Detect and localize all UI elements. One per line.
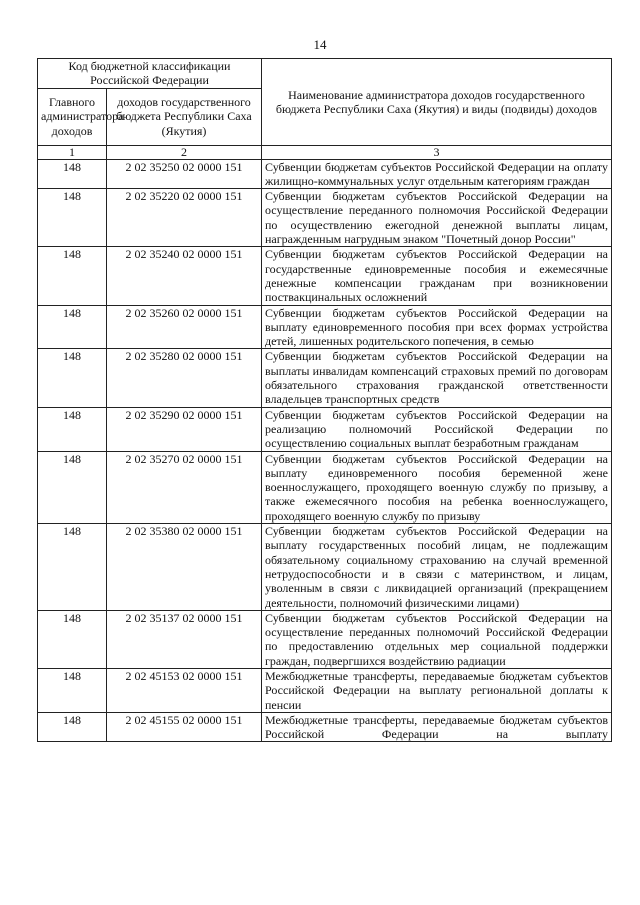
table-row <box>38 712 612 742</box>
admin-code-cell: 148 <box>38 247 107 305</box>
income-name-cell: Субвенции бюджетам субъектов Российской Федерации на выплату государственных пособий лицам, не подлежащим обязательному социальному страхованию на случай временной нетрудоспособности и в связи с материнством, и лицам, уволенным в связи с ликвидацией организаций (прекращением деятельности, полномочий физическими лицами) <box>262 524 612 611</box>
admin-code-cell: 148 <box>38 349 107 407</box>
income-code-cell: 2 02 45155 02 0000 151 <box>107 712 262 742</box>
income-code-cell: 2 02 35240 02 0000 151 <box>107 247 262 305</box>
admin-code-cell: 148 <box>38 524 107 611</box>
admin-code-cell: 148 <box>38 610 107 668</box>
income-name-cell: Межбюджетные трансферты, передаваемые бюджетам субъектов Российской Федерации на выплату <box>262 712 612 742</box>
header-income-code: доходов государственного бюджета Республики Саха (Якутия) <box>107 88 262 145</box>
income-code-cell: 2 02 35270 02 0000 151 <box>107 451 262 523</box>
table-row <box>38 247 612 305</box>
income-name-cell: Субвенции бюджетам субъектов Российской Федерации на выплаты инвалидам компенсаций страховых премий по договорам обязательного страхования гражданской ответственности владельцев транспортных средств <box>262 349 612 407</box>
income-name-cell: Субвенции бюджетам субъектов Российской Федерации на выплату единовременного пособия беременной жене военнослужащего, проходящего военную службу по призыву, а также ежемесячного пособия на ребенка военнослужащего, проходящего военную службу по призыву <box>262 451 612 523</box>
table-row <box>38 524 612 611</box>
table-row <box>38 189 612 247</box>
income-name-cell: Субвенции бюджетам субъектов Российской Федерации на осуществление переданных полномочий Российской Федерации по предоставлению отдельных мер социальной поддержки граждан, подвергшихся воздействию радиации <box>262 610 612 668</box>
admin-code-cell: 148 <box>38 668 107 712</box>
income-name-cell: Субвенции бюджетам субъектов Российской Федерации на выплату единовременного пособия при всех формах устройства детей, лишенных родительского попечения, в семью <box>262 305 612 349</box>
income-name-cell: Субвенции бюджетам субъектов Российской Федерации на реализацию полномочий Российской Федерации по осуществлению социальных выплат безработным гражданам <box>262 407 612 451</box>
table-row <box>38 668 612 712</box>
admin-code-cell: 148 <box>38 451 107 523</box>
admin-code-cell: 148 <box>38 159 107 189</box>
column-number-3: 3 <box>262 145 612 159</box>
admin-code-cell: 148 <box>38 407 107 451</box>
admin-code-cell: 148 <box>38 305 107 349</box>
admin-code-cell: 148 <box>38 189 107 247</box>
income-code-cell: 2 02 35380 02 0000 151 <box>107 524 262 611</box>
income-name-cell: Субвенции бюджетам субъектов Российской Федерации на оплату жилищно-коммунальных услуг отдельным категориям граждан <box>262 159 612 189</box>
table-row <box>38 159 612 189</box>
income-code-cell: 2 02 35137 02 0000 151 <box>107 610 262 668</box>
admin-code-cell: 148 <box>38 712 107 742</box>
income-code-cell: 2 02 35290 02 0000 151 <box>107 407 262 451</box>
table-row <box>38 349 612 407</box>
header-admin-name: Наименование администратора доходов государственного бюджета Республики Саха (Якутия) и виды (подвиды) доходов <box>262 59 612 146</box>
table-row <box>38 451 612 523</box>
column-number-2: 2 <box>107 145 262 159</box>
budget-classification-table <box>37 58 612 742</box>
header-classification-code: Код бюджетной классификации Российской Федерации <box>38 59 262 89</box>
income-name-cell: Межбюджетные трансферты, передаваемые бюджетам субъектов Российской Федерации на выплату региональной доплаты к пенсии <box>262 668 612 712</box>
income-name-cell: Субвенции бюджетам субъектов Российской Федерации на государственные единовременные пособия и ежемесячные денежные компенсации гражданам при возникновении поствакцинальных осложнений <box>262 247 612 305</box>
table-row <box>38 610 612 668</box>
table-row <box>38 407 612 451</box>
income-code-cell: 2 02 35260 02 0000 151 <box>107 305 262 349</box>
income-code-cell: 2 02 35220 02 0000 151 <box>107 189 262 247</box>
income-code-cell: 2 02 35250 02 0000 151 <box>107 159 262 189</box>
income-name-cell: Субвенции бюджетам субъектов Российской Федерации на осуществление переданного полномочия Российской Федерации по осуществлению ежегодной денежной выплаты лицам, награжденным нагрудным знаком "Почетный донор России" <box>262 189 612 247</box>
income-code-cell: 2 02 45153 02 0000 151 <box>107 668 262 712</box>
page-number: 14 <box>313 37 327 52</box>
table-row <box>38 305 612 349</box>
column-number-1: 1 <box>38 145 107 159</box>
income-code-cell: 2 02 35280 02 0000 151 <box>107 349 262 407</box>
header-main-admin: Главного администратора доходов <box>38 88 107 145</box>
